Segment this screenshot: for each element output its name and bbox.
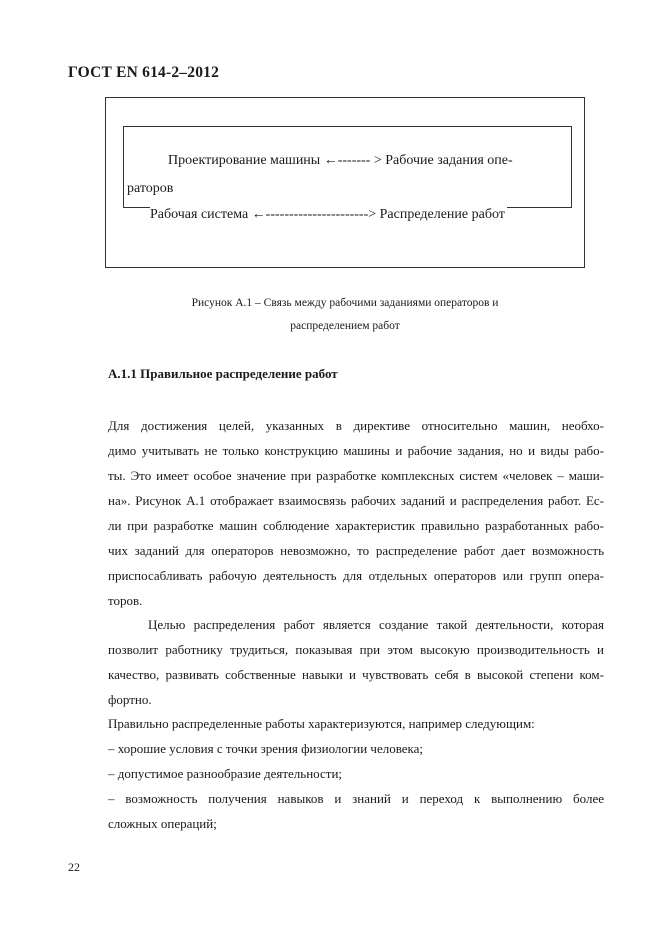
- text-line: на». Рисунок А.1 отображает взаимосвязь рабочих заданий и распределения работ. Ес-: [108, 493, 604, 508]
- list-item: – допустимое разнообразие деятельности;: [108, 766, 343, 781]
- text-line: ты. Это имеет особое значение при разработке комплексных систем «человек – маши-: [108, 468, 604, 483]
- figure-caption-line-2: распределением работ: [290, 320, 400, 332]
- text-line: Правильно распределенные работы характеризуются, например следующим:: [108, 716, 535, 731]
- text-line: приспосабливать рабочую деятельность для отдельных операторов или групп опера-: [108, 568, 604, 583]
- document-header: ГОСТ EN 614-2–2012: [68, 64, 220, 81]
- text-line: ли при разработке машин соблюдение характеристик правильно разработанных рабо-: [108, 518, 604, 533]
- text-line: димо учитывать не только конструкцию машины и рабочие задания, но и виды рабо-: [108, 443, 604, 458]
- figure-line-1: Проектирование машины ←------- > Рабочие задания опе-: [168, 153, 513, 168]
- text-line: чих заданий для операторов невозможно, то распределение работ дает возможность: [108, 543, 604, 558]
- text-line: торов.: [108, 593, 143, 608]
- text-line: сложных операций;: [108, 816, 217, 831]
- figure-line-2: раторов: [127, 181, 174, 196]
- page-number: 22: [68, 860, 80, 874]
- text-line: позволит работнику трудиться, показывая при этом высокую производительность и: [108, 642, 604, 657]
- text-line: фортно.: [108, 692, 152, 707]
- text-line: Для достижения целей, указанных в директиве относительно машин, необхо-: [108, 418, 604, 433]
- text-line: качество, развивать собственные навыки и чувствовать себя в высокой степени ком-: [108, 667, 604, 682]
- list-item: – хорошие условия с точки зрения физиологии человека;: [108, 741, 424, 756]
- list-item: – возможность получения навыков и знаний и переход к выполнению более: [108, 791, 604, 806]
- section-title: А.1.1 Правильное распределение работ: [108, 366, 338, 381]
- text-line: Целью распределения работ является создание такой деятельности, которая: [148, 617, 604, 632]
- figure-caption-line-1: Рисунок А.1 – Связь между рабочими заданиями операторов и: [191, 297, 499, 309]
- figure-line-3: Рабочая система ←----------------------> Распределение работ: [150, 207, 505, 222]
